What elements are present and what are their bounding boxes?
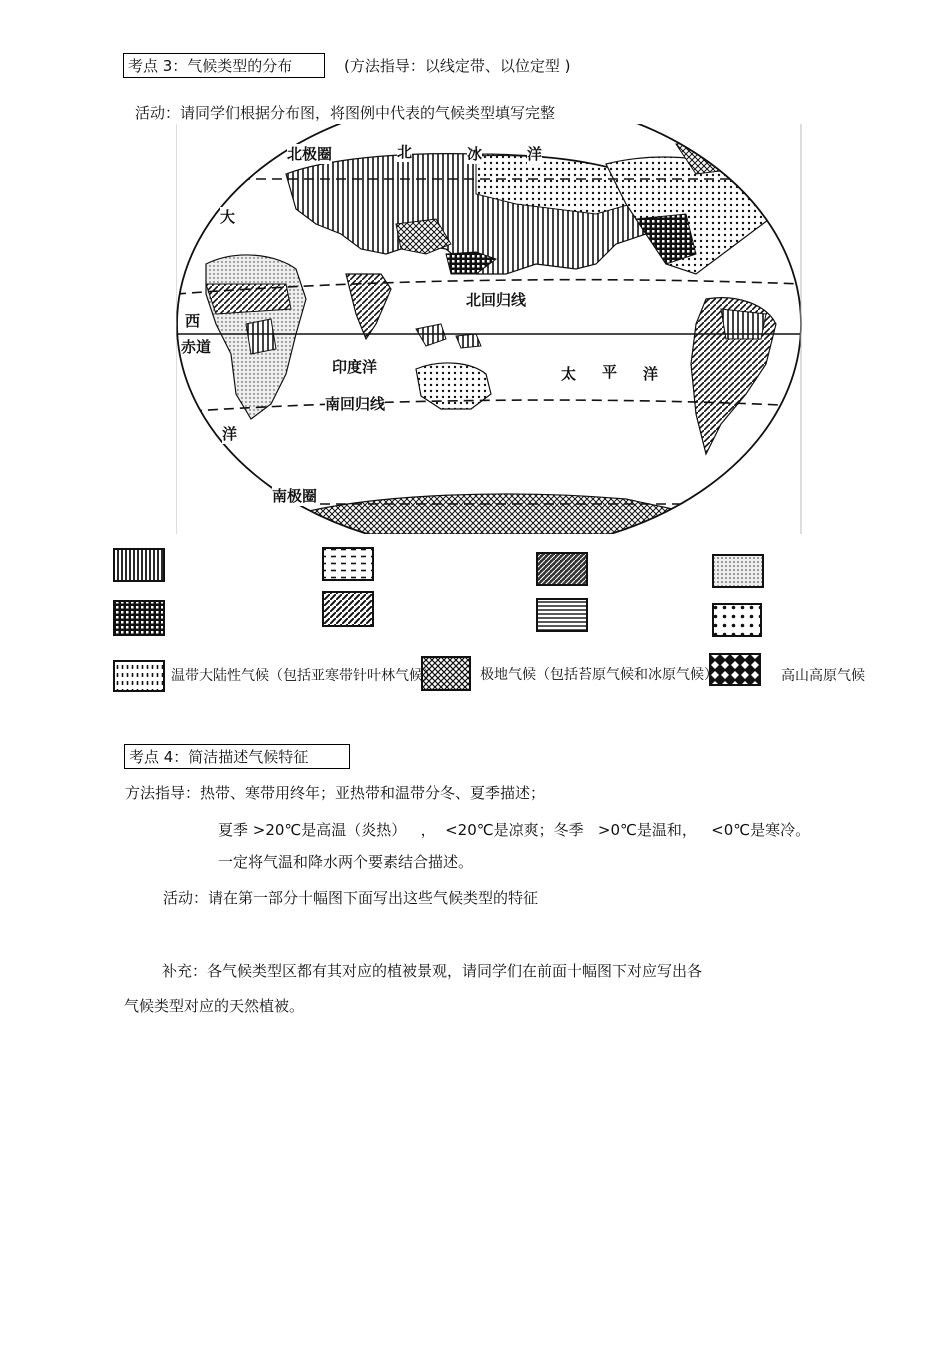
swatch-row1-2 (323, 548, 373, 580)
label-north-polar-circle: 北极圈 (287, 145, 333, 163)
swatch-row1-1 (114, 549, 164, 581)
label-atlantic-yang: 洋 (222, 425, 238, 443)
swatch-row1-3 (537, 553, 587, 585)
label-indian-ocean: 印度洋 (332, 358, 378, 376)
section3-method: (方法指导：以线定带、以位定型 ) (344, 57, 571, 75)
swatch-row2-2 (323, 592, 373, 626)
supplement-line1: 补充：各气候类型区都有其对应的植被景观，请同学们在前面十幅图下对应写出各 (162, 962, 703, 980)
swatch-row2-1 (114, 601, 164, 635)
swatch-row3-1 (114, 661, 164, 691)
section4-rule1: 夏季 >20℃是高温（炎热） ， <20℃是凉爽；冬季 >0℃是温和， <0℃是寒冷。 (218, 821, 811, 839)
label-atlantic-xi: 西 (185, 312, 201, 330)
label-arctic-bing: 冰 (467, 145, 483, 163)
label-arctic-bei: 北 (397, 143, 413, 161)
section4-activity: 活动：请在第一部分十幅图下面写出这些气候类型的特征 (163, 889, 539, 907)
label-pacific-ping: 平 (602, 363, 618, 381)
swatch-row1-4 (713, 555, 763, 587)
section3-activity: 活动：请同学们根据分布图，将图例中代表的气候类型填写完整 (135, 104, 556, 122)
label-tropic-cancer: 北回归线 (466, 291, 527, 309)
label-equator: 赤道 (181, 338, 212, 356)
label-tropic-capricorn: 南回归线 (325, 395, 386, 413)
section4-rule2: 一定将气温和降水两个要素结合描述。 (218, 853, 474, 871)
label-south-polar-circle: 南极圈 (272, 487, 318, 505)
supplement-line2: 气候类型对应的天然植被。 (124, 997, 305, 1015)
label-arctic-yang: 洋 (527, 145, 543, 163)
section4-title: 考点 4：简洁描述气候特征 (124, 744, 350, 769)
label-pacific-yang: 洋 (643, 365, 659, 383)
label-atlantic-da: 大 (220, 208, 236, 226)
section4-method: 方法指导：热带、寒带用终年；亚热带和温带分冬、夏季描述； (125, 784, 546, 802)
legend-label-highland: 高山高原气候 (781, 668, 865, 684)
legend-label-temperate-continental: 温带大陆性气候（包括亚寒带针叶林气候） (171, 668, 437, 684)
section3-title: 考点 3：气候类型的分布 (123, 53, 325, 78)
label-pacific-tai: 太 (561, 365, 577, 383)
swatch-row2-4 (713, 604, 761, 636)
legend-label-polar: 极地气候（包括苔原气候和冰原气候） (480, 667, 718, 683)
swatch-row2-3 (537, 599, 587, 631)
